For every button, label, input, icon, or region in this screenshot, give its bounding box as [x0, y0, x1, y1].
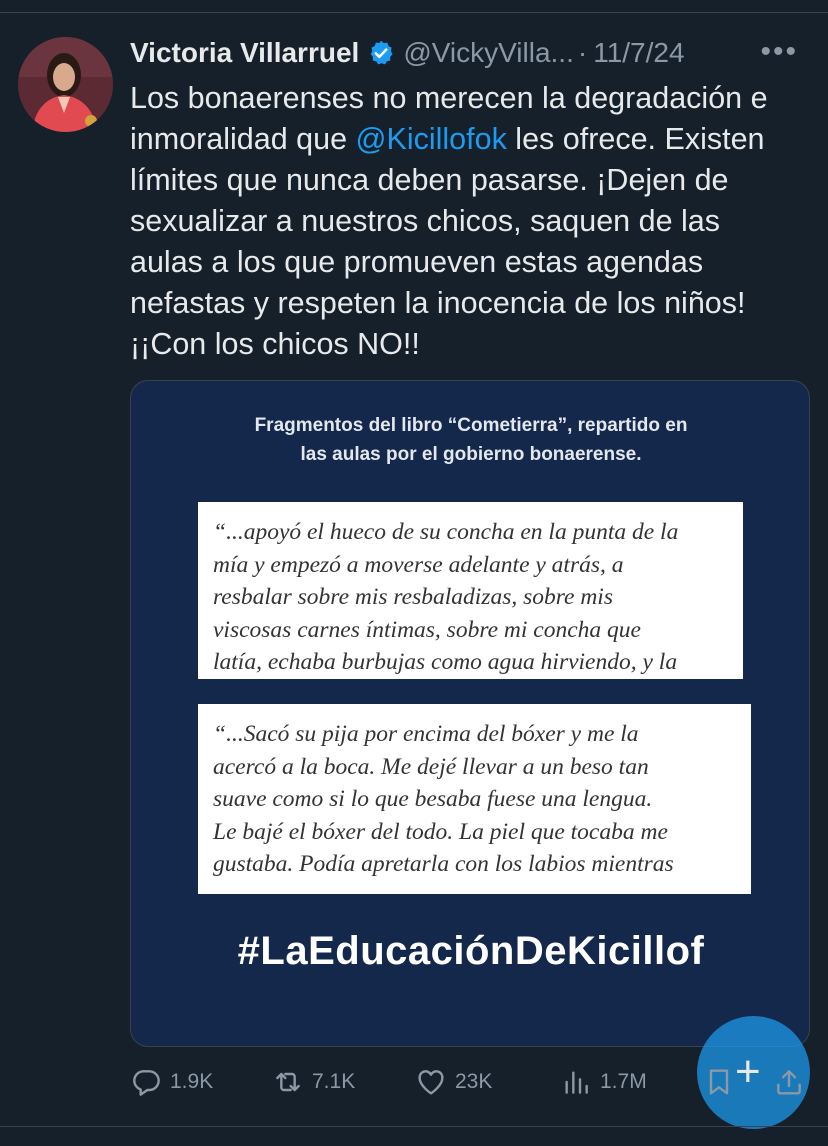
reply-icon [130, 1066, 162, 1098]
quote-line: resbalar sobre mis resbaladizas, sobre mis [213, 584, 613, 610]
tweet-text-segment: inmoralidad que [130, 122, 356, 156]
book-quote-2 [198, 704, 751, 894]
tweet-text-line: sexualizar a nuestros chicos, saquen de las [130, 204, 720, 238]
tweet-text-line [130, 119, 820, 160]
repost-button[interactable] [272, 1062, 355, 1102]
author-name[interactable]: Victoria Villarruel [130, 37, 360, 68]
quote-line: acercó a la boca. Me dejé llevar a un beso tan [213, 753, 649, 780]
tweet-text-line: nefastas y respeten la inocencia de los niños! [130, 286, 746, 320]
tweet-text-line: límites que nunca deben pasarse. ¡Dejen de [130, 163, 729, 197]
like-count: 23K [455, 1070, 493, 1093]
tweet-text [130, 78, 820, 365]
views-icon [560, 1066, 592, 1098]
tweet-media-image[interactable] [130, 380, 810, 1047]
views-button[interactable] [560, 1062, 647, 1102]
bottom-divider [0, 1126, 828, 1127]
tweet-header [130, 33, 820, 73]
quote-line: viscosas carnes íntimas, sobre mi concha que [213, 616, 641, 643]
tweet-text-line: aulas a los que promueven estas agendas [130, 245, 704, 279]
reply-button[interactable] [130, 1062, 213, 1102]
repost-icon [272, 1066, 304, 1098]
tweet-date[interactable]: 11/7/24 [593, 37, 685, 68]
tweet-text-line: ¡¡Con los chicos NO!! [130, 327, 420, 361]
quote-line: latía, echaba burbujas como agua hirviendo, y la [213, 649, 678, 675]
quote-line: Le bajé el bóxer del todo. La piel que tocaba me [213, 818, 668, 845]
repost-count: 7.1K [312, 1070, 356, 1093]
quote-line: gustaba. Podía apretarla con los labios mientras [213, 851, 674, 877]
separator-dot: · [577, 37, 588, 68]
views-count: 1.7M [600, 1070, 647, 1093]
reply-count: 1.9K [170, 1070, 214, 1093]
share-icon[interactable] [773, 1066, 805, 1098]
media-title-line: Fragmentos del libro “Cometierra”, repartido en [254, 415, 688, 436]
heart-icon [415, 1066, 447, 1098]
mention-link[interactable]: @Kicillofok [355, 122, 507, 156]
author-handle[interactable]: @VickyVilla... [403, 37, 574, 68]
quote-line: “...Sacó su pija por encima del bóxer y me la [213, 721, 639, 747]
bookmark-icon[interactable] [703, 1066, 735, 1098]
quote-line: mía y empezó a moverse adelante y atrás, a [213, 551, 624, 578]
verified-badge-icon [367, 39, 395, 67]
like-button[interactable] [415, 1062, 492, 1102]
media-title [131, 411, 810, 469]
more-options-icon[interactable]: ••• [760, 35, 798, 68]
top-divider [0, 12, 828, 13]
quote-line: “...apoyó el hueco de su concha en la punta de la [213, 519, 679, 545]
avatar-image [18, 37, 113, 132]
media-title-line: las aulas por el gobierno bonaerense. [300, 444, 642, 465]
tweet-text-line: Los bonaerenses no merecen la degradación e [130, 81, 768, 115]
quote-line: suave como si lo que besaba fuese una lengua. [213, 786, 653, 812]
avatar[interactable] [18, 37, 113, 132]
tweet-text-segment: les ofrece. Existen [506, 122, 765, 156]
plus-icon: + [735, 1047, 761, 1096]
book-quote-1 [198, 502, 743, 679]
media-hashtag: #LaEducaciónDeKicillof [237, 929, 705, 973]
